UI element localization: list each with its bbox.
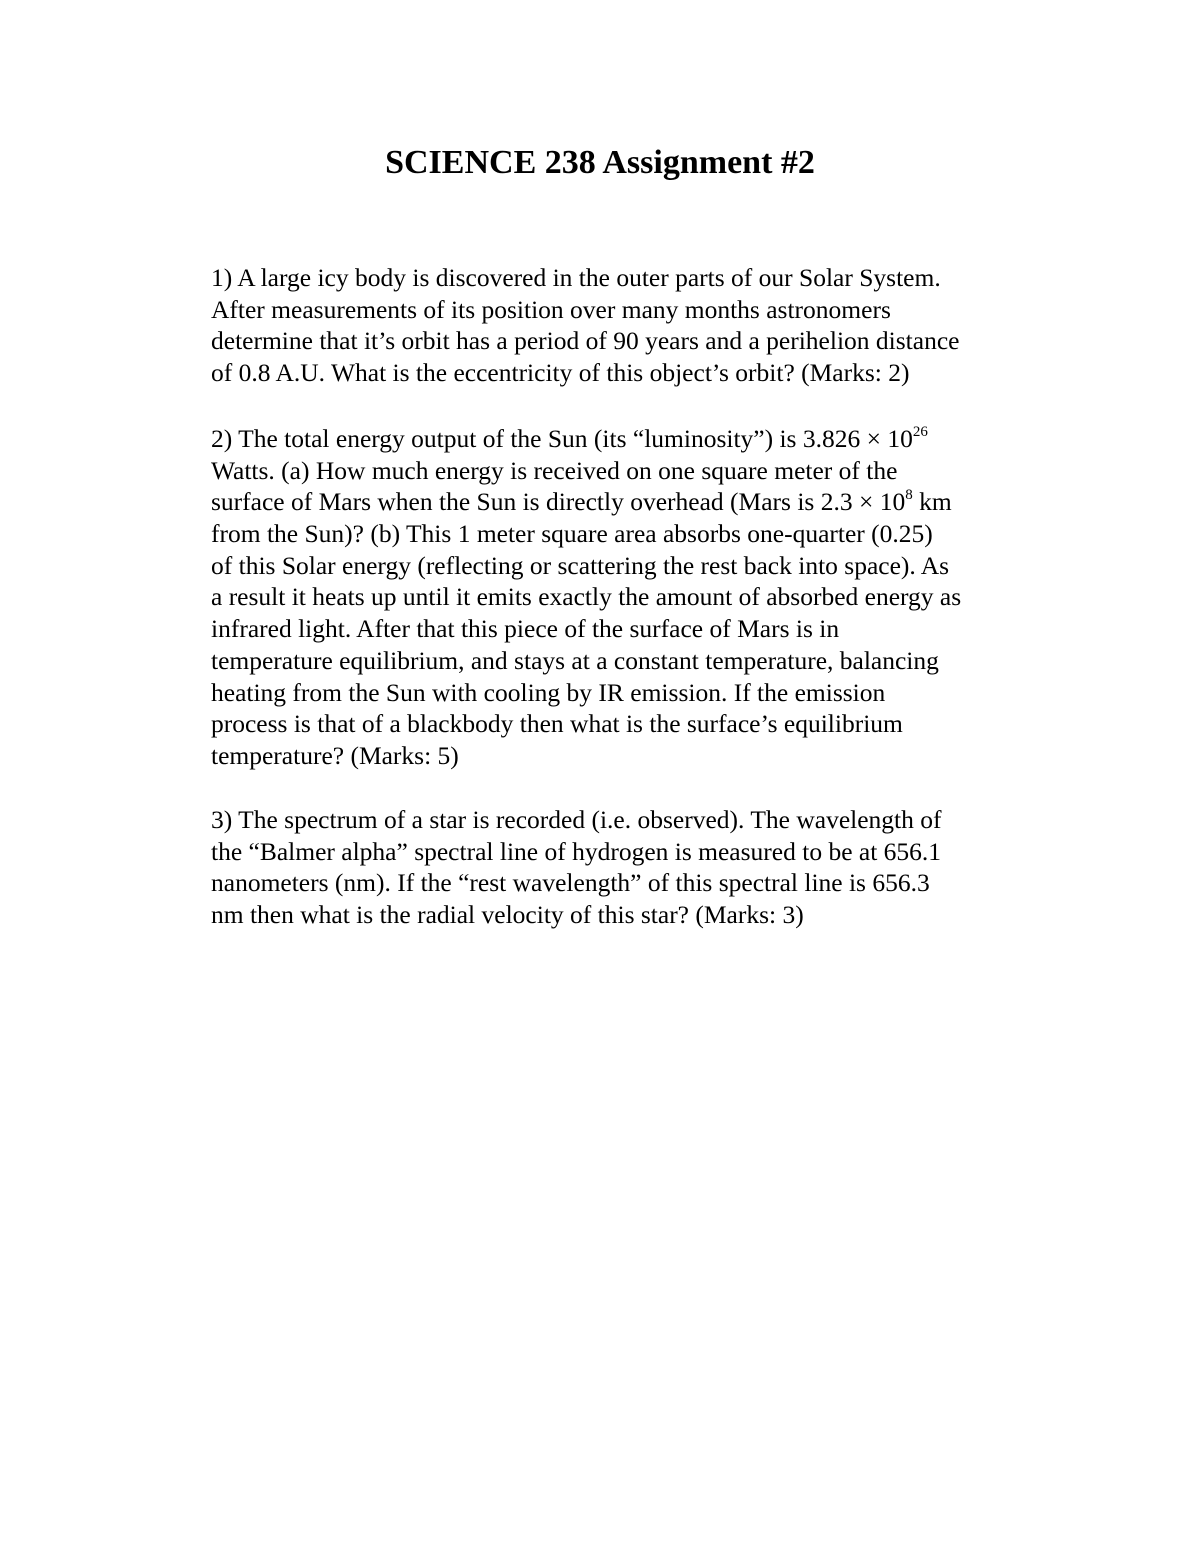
mars-distance-unit: km — [912, 487, 952, 517]
question-2 — [211, 423, 961, 772]
luminosity-text: 2) The total energy output of the Sun (its “luminosity”) is 3.826 × 10 — [211, 424, 913, 453]
question-2-line: heating from the Sun with cooling by IR emission. If the emission — [211, 677, 886, 707]
question-2-line — [211, 486, 961, 518]
question-1-line: of 0.8 A.U. What is the eccentricity of this object’s orbit? (Marks: 2) — [211, 358, 910, 388]
question-2-line: infrared light. After that this piece of the surface of Mars is in — [211, 614, 840, 644]
question-2-line: of this Solar energy (reflecting or scattering the rest back into space). As — [211, 550, 950, 580]
question-2-line: temperature equilibrium, and stays at a constant temperature, balancing — [211, 645, 939, 675]
mars-distance-text: surface of Mars when the Sun is directly overhead (Mars is 2.3 × 10 — [211, 487, 906, 517]
question-3-line: the “Balmer alpha” spectral line of hydrogen is measured to be at 656.1 — [211, 836, 942, 866]
question-1-line: 1) A large icy body is discovered in the outer parts of our Solar System. — [211, 263, 941, 292]
question-1-line: determine that it’s orbit has a period of 90 years and a perihelion distance — [211, 326, 960, 356]
question-2-line: process is that of a blackbody then what is the surface’s equilibrium — [211, 709, 903, 739]
page-title: SCIENCE 238 Assignment #2 — [385, 144, 815, 181]
question-2-line: from the Sun)? (b) This 1 meter square area absorbs one-quarter (0.25) — [211, 519, 933, 549]
question-3-line: nm then what is the radial velocity of this star? (Marks: 3) — [211, 900, 804, 930]
question-1-line: After measurements of its position over many months astronomers — [211, 294, 891, 324]
luminosity-exponent: 26 — [912, 424, 928, 440]
question-3-line: nanometers (nm). If the “rest wavelength” of this spectral line is 656.3 — [211, 868, 930, 898]
question-1 — [211, 262, 959, 389]
question-2-line — [211, 423, 961, 455]
question-2-line: temperature? (Marks: 5) — [211, 740, 459, 770]
question-2-line: Watts. (a) How much energy is received on one square meter of the — [211, 455, 898, 485]
question-3-line: 3) The spectrum of a star is recorded (i.e. observed). The wavelength of — [211, 805, 942, 834]
question-3 — [211, 804, 942, 931]
question-2-line: a result it heats up until it emits exactly the amount of absorbed energy as — [211, 582, 962, 612]
mars-distance-exponent: 8 — [905, 487, 913, 504]
